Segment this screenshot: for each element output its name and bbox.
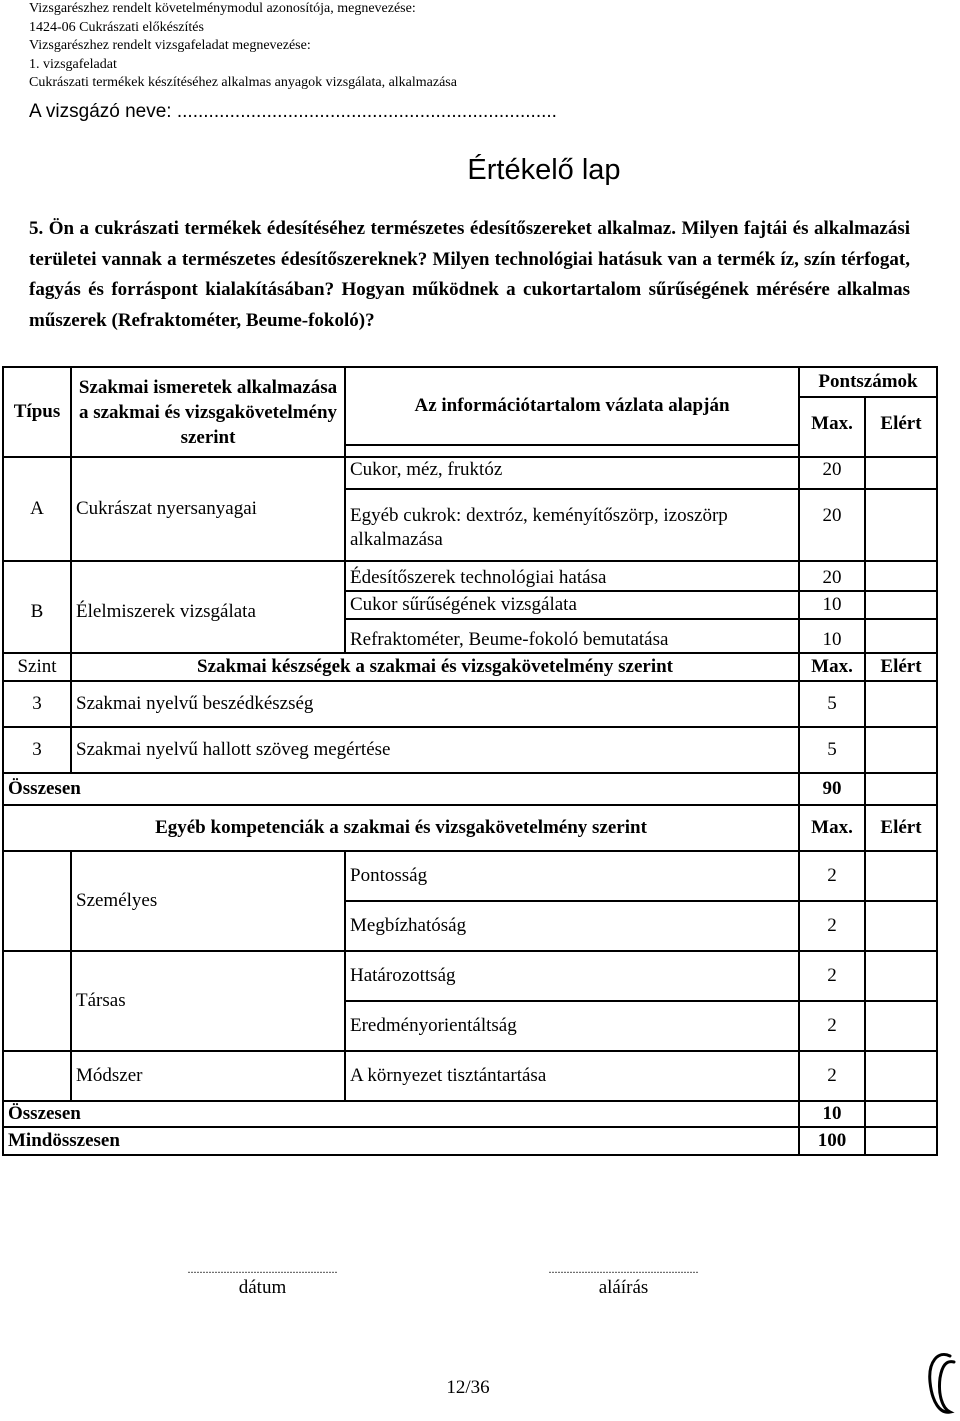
total-achieved [865,773,937,805]
grand-total-value: 100 [799,1127,865,1155]
skill-achieved [865,727,937,773]
competency-item: Határozottság [345,951,799,1001]
competency-max: 2 [799,1001,865,1051]
competency-achieved [865,951,937,1001]
col-head-type: Típus [3,367,71,457]
skill-item: Szakmai nyelvű beszédkészség [71,681,799,727]
group-b-type: B [3,561,71,653]
group-b-name: Élelmiszerek vizsgálata [71,561,345,653]
skill-max: 5 [799,681,865,727]
document-header [29,0,457,93]
group-a-type: A [3,457,71,561]
group-a-name: Cukrászat nyersanyagai [71,457,345,561]
competency-item: Megbízhatóság [345,901,799,951]
group-b-item: Cukor sűrűségének vizsgálata [345,591,799,619]
competency-achieved [865,1001,937,1051]
group-b-max: 20 [799,561,865,591]
group-b-item: Refraktométer, Beume-fokoló bemutatása [345,619,799,653]
total-value: 90 [799,773,865,805]
group-a-achieved [865,489,937,561]
competency-achieved [865,1051,937,1101]
competency-item: Eredményorientáltság [345,1001,799,1051]
skill-max: 5 [799,727,865,773]
competency-group: Társas [71,951,345,1051]
signature-block [496,1262,751,1299]
competencies-max-head: Max. [799,805,865,851]
skills-max-head: Max. [799,653,865,681]
header-line: 1424-06 Cukrászati előkészítés [29,19,204,35]
competency-max: 2 [799,851,865,901]
col-head-info: Az információtartalom vázlata alapján [345,367,799,445]
grand-total-label: Mindösszesen [3,1127,799,1155]
skill-level: 3 [3,681,71,727]
col-head-points: Pontszámok [799,367,937,397]
competency-max: 2 [799,901,865,951]
col-head-knowledge: Szakmai ismeretek alkalmazása a szakmai és vizsgakövetelmény szerint [71,367,345,457]
competency-max: 2 [799,951,865,1001]
signature-dotted-line: .................................................. [548,1262,699,1276]
group-a-achieved [865,457,937,489]
competencies-achieved-head: Elért [865,805,937,851]
total-value: 10 [799,1101,865,1127]
competency-item: A környezet tisztántartása [345,1051,799,1101]
skill-level: 3 [3,727,71,773]
group-a-item: Egyéb cukrok: dextróz, keményítőszörp, izoszörp alkalmazása [345,489,799,561]
skills-level-head: Szint [3,653,71,681]
date-label: dátum [238,1277,287,1298]
skills-achieved-head: Elért [865,653,937,681]
col-head-max: Max. [799,397,865,457]
page-number: 12/36 [446,1377,490,1398]
skill-achieved [865,681,937,727]
skill-item: Szakmai nyelvű hallott szöveg megértése [71,727,799,773]
group-a-max: 20 [799,457,865,489]
group-a-max: 20 [799,489,865,561]
group-b-achieved [865,561,937,591]
competency-item: Pontosság [345,851,799,901]
total-label: Összesen [3,773,799,805]
competency-achieved [865,901,937,951]
group-b-max: 10 [799,619,865,653]
signature-label: aláírás [598,1277,649,1298]
page-title: Értékelő lap [467,154,621,186]
handwritten-initial-icon [920,1350,956,1420]
header-line: Vizsgarészhez rendelt vizsgafeladat megnevezése: [29,38,311,54]
skills-title: Szakmai készségek a szakmai és vizsgakövetelmény szerint [71,653,799,681]
competency-group: Személyes [71,851,345,951]
evaluation-table [2,366,938,1156]
competency-group: Módszer [71,1051,345,1101]
group-b-item: Édesítőszerek technológiai hatása [345,561,799,591]
header-line: Vizsgarészhez rendelt követelménymodul azonosítója, megnevezése: [29,1,416,16]
group-a-item: Cukor, méz, fruktóz [345,457,799,489]
group-b-achieved [865,619,937,653]
competencies-title: Egyéb kompetenciák a szakmai és vizsgakövetelmény szerint [3,805,799,851]
group-b-achieved [865,591,937,619]
date-dotted-line: .................................................. [187,1262,338,1276]
task-description: 5. Ön a cukrászati termékek édesítéséhez természetes édesítőszereket alkalmaz. Milyen fajtái és alkalmazási területei vannak a természetes édesítőszereknek? Milyen technológiai hatásuk van a termék íz, szín térfogat, fagyás és forráspont kialakításában? Hogyan működnek a cukortartalom sűrűségének mérésére alkalmas műszerek (Refraktométer, Beume-fokoló)? [29,218,910,331]
candidate-name-line: A vizsgázó neve: ........................................................................ [29,101,557,122]
competency-max: 2 [799,1051,865,1101]
col-head-achieved: Elért [865,397,937,457]
total-achieved [865,1101,937,1127]
total-label: Összesen [3,1101,799,1127]
header-line: 1. vizsgafeladat [29,56,117,72]
competency-achieved [865,851,937,901]
header-line: Cukrászati termékek készítéséhez alkalmas anyagok vizsgálata, alkalmazása [29,75,457,91]
grand-total-achieved [865,1127,937,1155]
group-b-max: 10 [799,591,865,619]
date-signature-block [135,1262,390,1299]
